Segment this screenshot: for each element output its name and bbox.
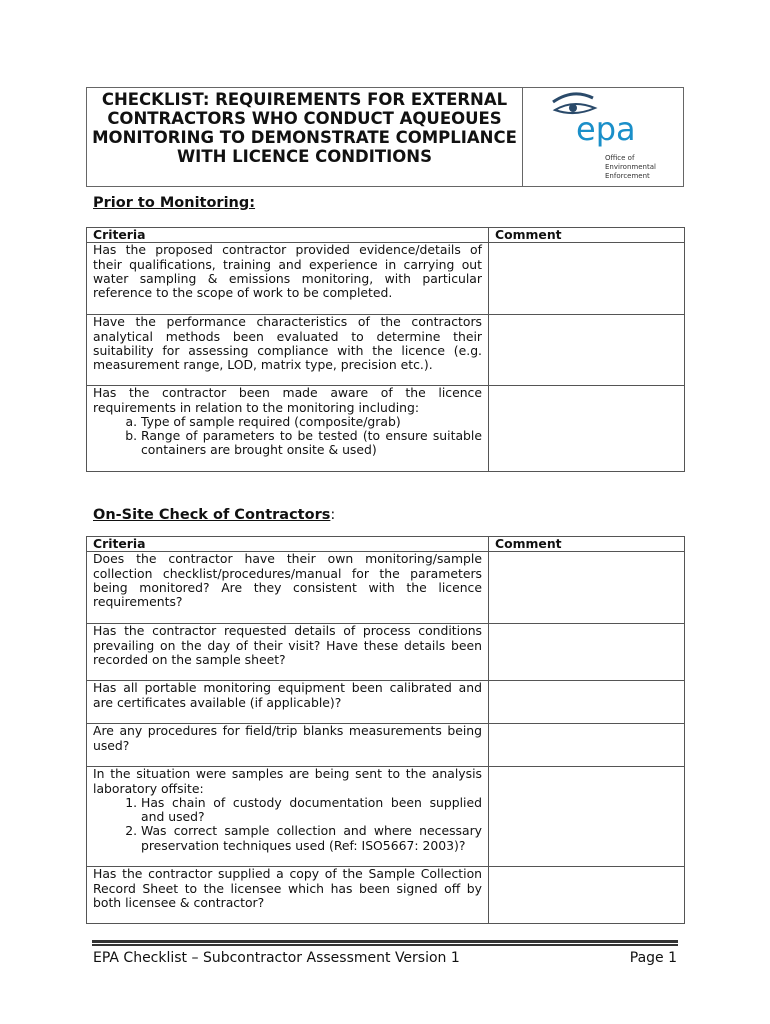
list-item: b. Range of parameters to be tested (to ensure suitable containers are brought onsite & used) <box>141 429 482 458</box>
list-item: 2. Was correct sample collection and where necessary preservation techniques used (Ref: ISO5667: 2003)? <box>141 824 482 853</box>
criteria-cell: Has the contractor supplied a copy of the Sample Collection Record Sheet to the licensee which has been signed off by both licensee & contractor? <box>87 867 489 924</box>
section-heading-prior <box>93 195 255 211</box>
footer <box>93 950 677 966</box>
footer-title: EPA Checklist – Subcontractor Assessment Version 1 <box>93 950 460 966</box>
eye-logo-icon <box>523 88 683 186</box>
comment-cell[interactable] <box>489 315 685 386</box>
col-criteria: Criteria <box>87 228 489 243</box>
comment-cell[interactable] <box>489 724 685 767</box>
onsite-check-table <box>86 536 685 924</box>
logo-sub3: Enforcement <box>605 172 650 180</box>
table-row <box>87 681 685 724</box>
comment-cell[interactable] <box>489 767 685 867</box>
section-title: Prior to Monitoring: <box>93 195 256 211</box>
header-box <box>86 87 684 187</box>
criteria-text: Has the contractor been made aware of the licence requirements in relation to the monitoring including: <box>93 385 482 415</box>
criteria-cell: Are any procedures for field/trip blanks measurements being used? <box>87 724 489 767</box>
criteria-cell: Does the contractor have their own monitoring/sample collection checklist/procedures/manual for the parameters being monitored? Are they consistent with the licence requirements? <box>87 552 489 624</box>
logo-text: epa <box>576 110 636 148</box>
table-row <box>87 552 685 624</box>
criteria-cell: Has the proposed contractor provided evidence/details of their qualifications, training and experience in carrying out water sampling & emissions monitoring, with particular reference to the scope of work to be completed. <box>87 243 489 315</box>
col-comment: Comment <box>489 228 685 243</box>
comment-cell[interactable] <box>489 386 685 472</box>
criteria-cell <box>87 386 489 472</box>
comment-cell[interactable] <box>489 552 685 624</box>
table-row <box>87 724 685 767</box>
table-row <box>87 624 685 681</box>
criteria-cell: Has all portable monitoring equipment been calibrated and are certificates available (if applicable)? <box>87 681 489 724</box>
page-number: Page 1 <box>629 950 677 966</box>
comment-cell[interactable] <box>489 624 685 681</box>
section-heading-onsite <box>93 507 335 523</box>
table-row <box>87 767 685 867</box>
criteria-cell <box>87 767 489 867</box>
list-item: 1. Has chain of custody documentation been supplied and used? <box>141 796 482 825</box>
logo-sub1: Office of <box>605 154 635 162</box>
table-row <box>87 243 685 315</box>
section-title: On-Site Check of Contractors <box>93 507 331 523</box>
epa-logo <box>523 88 683 186</box>
footer-rule <box>92 940 678 944</box>
document-title: CHECKLIST: REQUIREMENTS FOR EXTERNAL CONTRACTORS WHO CONDUCT AQUEOUES MONITORING TO DEMONSTRATE COMPLIANCE WITH LICENCE CONDITIONS <box>87 88 523 186</box>
list-item: a. Type of sample required (composite/grab) <box>141 415 482 429</box>
col-comment: Comment <box>489 537 685 552</box>
section-suffix: : <box>330 507 336 523</box>
comment-cell[interactable] <box>489 243 685 315</box>
col-criteria: Criteria <box>87 537 489 552</box>
table-row <box>87 867 685 924</box>
table-row <box>87 315 685 386</box>
comment-cell[interactable] <box>489 867 685 924</box>
logo-sub2: Environmental <box>605 163 656 171</box>
criteria-cell: Have the performance characteristics of the contractors analytical methods been evaluated to determine their suitability for assessing compliance with the licence (e.g. measurement range, LOD, matrix type, precision etc.). <box>87 315 489 386</box>
table-row <box>87 386 685 472</box>
criteria-text: In the situation were samples are being sent to the analysis laboratory offsite: <box>93 766 482 796</box>
comment-cell[interactable] <box>489 681 685 724</box>
criteria-cell: Has the contractor requested details of process conditions prevailing on the day of their visit? Have these details been recorded on the sample sheet? <box>87 624 489 681</box>
prior-monitoring-table <box>86 227 685 472</box>
